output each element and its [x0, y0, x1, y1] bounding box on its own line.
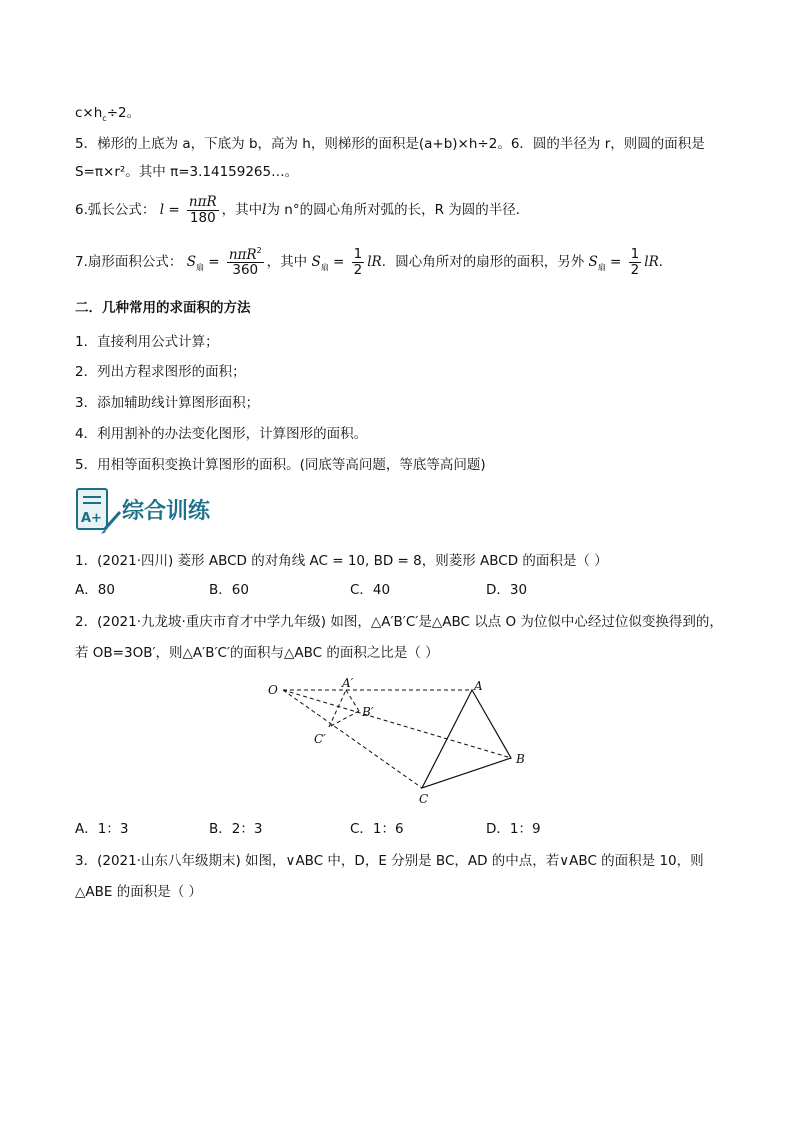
- question-2-stem-line-2: 若 OB=3OB′，则△A′B′C′的面积与△ABC 的面积之比是（ ）: [75, 645, 439, 661]
- q1-option-d[interactable]: D．30: [486, 582, 528, 598]
- q1-option-a[interactable]: A．80: [75, 582, 115, 598]
- question-1-options: [75, 580, 527, 600]
- q2-option-b[interactable]: B．2：3: [209, 821, 263, 837]
- homothety-figure: [255, 670, 545, 810]
- label-b-prime: B′: [362, 705, 374, 719]
- question-2-stem-line-1: 2．(2021·九龙坡·重庆市育才中学九年级) 如图，△A′B′C′是△ABC 以点 O 为位似中心经过位似变换得到的，: [75, 614, 723, 630]
- question-3-stem-line-1: 3．(2021·山东八年级期末) 如图，∨ABC 中，D，E 分别是 BC，AD 的中点，若∨ABC 的面积是 10，则: [75, 853, 704, 869]
- methods-heading: 二．几种常用的求面积的方法: [75, 300, 251, 316]
- arc-length-formula: 6.弧长公式： l = $\frac{\text{nπR}}{180}$ ，其中l为 n°的圆心角所对弧的长，R 为圆的半径．: [75, 194, 530, 226]
- method-item-1: 1．直接利用公式计算；: [75, 334, 219, 350]
- q2-option-a[interactable]: A．1：3: [75, 821, 129, 837]
- q2-option-d[interactable]: D．1：9: [486, 821, 541, 837]
- q1-option-c[interactable]: C．40: [350, 582, 391, 598]
- label-b: B: [516, 752, 525, 766]
- method-item-3: 3．添加辅助线计算图形面积；: [75, 395, 260, 411]
- exam-paper-icon: [74, 486, 124, 538]
- q1-option-b[interactable]: B．60: [209, 582, 249, 598]
- label-o: O: [268, 683, 278, 697]
- trapezoid-circle-formula: 5．梯形的上底为 a，下底为 b，高为 h，则梯形的面积是(a+b)×h÷2。6．圆的半径为 r，则圆的面积是: [75, 136, 705, 152]
- label-c: C: [419, 792, 429, 806]
- svg-text:A+: A+: [81, 511, 102, 526]
- sector-area-formula: 7.扇形面积公式： $S_扇$ = $\frac{n\pi R^2}{360}$ ，其中 $S_扇$ = $\frac{1}{2}$ lR．圆心角所对的扇形的面积，另外 $S_扇$ = $\frac{1}{2}$ lR．: [75, 245, 673, 278]
- half-fraction: $\frac{1}{2}$: [353, 246, 363, 278]
- label-a: A: [474, 679, 483, 693]
- section-title: 综合训练: [122, 499, 211, 524]
- arc-length-fraction: $\frac{\text{nπR}}{180}$: [188, 194, 217, 226]
- formula-line-0: $c\times h_c\div 2$。: [75, 105, 141, 123]
- sector-area-fraction: $\frac{n\pi R^2}{360}$: [228, 245, 262, 278]
- circle-area-formula: S=π×r²。其中 π=3.14159265…。: [75, 164, 299, 180]
- label-c-prime: C′: [314, 732, 326, 746]
- half-fraction-2: $\frac{1}{2}$: [630, 246, 640, 278]
- method-item-4: 4．利用割补的办法变化图形，计算图形的面积。: [75, 426, 368, 442]
- method-item-5: 5．用相等面积变换计算图形的面积。(同底等高问题，等底等高问题): [75, 457, 486, 473]
- q2-option-c[interactable]: C．1：6: [350, 821, 404, 837]
- question-3-stem-line-2: △ABE 的面积是（ ）: [75, 884, 202, 900]
- label-a-prime: A′: [342, 676, 354, 690]
- question-2-options: [75, 819, 541, 839]
- question-1-stem: 1．(2021·四川) 菱形 ABCD 的对角线 AC = 10, BD = 8，则菱形 ABCD 的面积是（ ）: [75, 553, 608, 569]
- method-item-2: 2．列出方程求图形的面积；: [75, 364, 246, 380]
